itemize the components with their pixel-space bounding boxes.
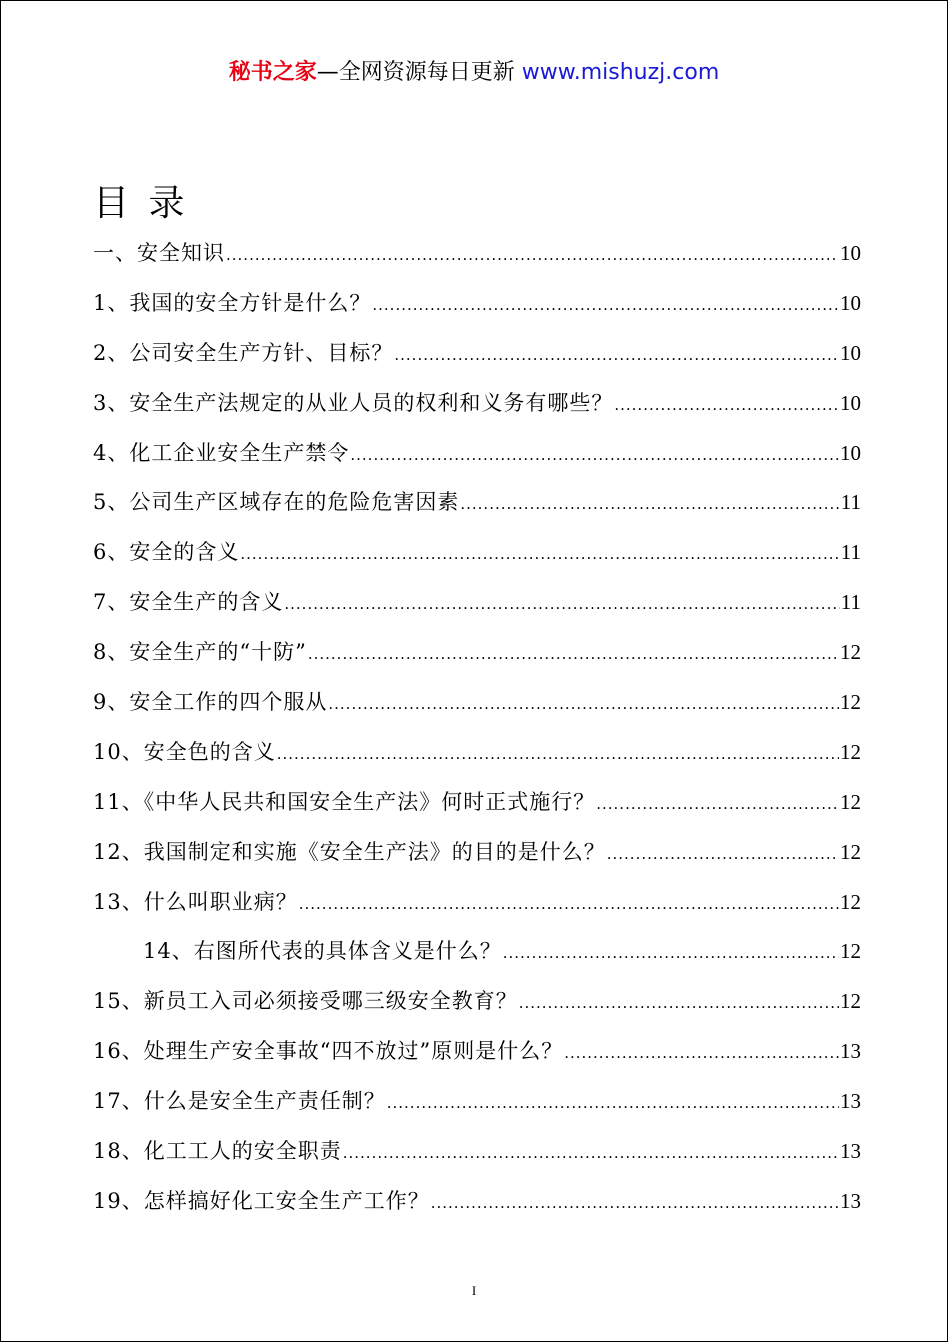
toc-leader-dots	[328, 684, 839, 724]
toc-entry-page: 10	[840, 440, 861, 465]
toc-entry[interactable]	[93, 433, 861, 483]
toc-leader-dots	[607, 834, 839, 874]
toc-entry-page: 11	[840, 590, 861, 615]
toc-entry-page: 12	[840, 739, 861, 764]
toc-entry-title: 3、安全生产法规定的从业人员的权利和义务有哪些？	[93, 390, 614, 415]
toc-entry-title: 5、公司生产区域存在的危险危害因素	[93, 490, 460, 515]
toc-entry[interactable]	[93, 1181, 861, 1231]
toc-entry[interactable]	[93, 233, 861, 283]
toc-entry-title: 4、化工企业安全生产禁令	[93, 440, 350, 465]
toc-entry-page: 10	[840, 290, 861, 315]
toc-entry-title: 一、安全知识	[93, 241, 225, 265]
toc-entry-title: 17、什么是安全生产责任制？	[93, 1089, 386, 1114]
toc-entry[interactable]	[93, 1081, 861, 1131]
toc-entry-page: 10	[840, 390, 861, 415]
toc-entry-page: 12	[840, 789, 861, 814]
toc-leader-dots	[284, 584, 839, 624]
toc-leader-dots	[614, 385, 839, 425]
toc-entry-title: 19、怎样搞好化工安全生产工作？	[93, 1188, 430, 1213]
toc-entry-title: 9、安全工作的四个服从	[93, 690, 328, 715]
toc-entry-title: 15、新员工入司必须接受哪三级安全教育？	[93, 989, 518, 1014]
toc-leader-dots	[308, 634, 839, 674]
toc-entry-page: 13	[840, 1188, 861, 1213]
toc-entry[interactable]	[93, 832, 861, 882]
toc-leader-dots	[350, 435, 839, 475]
toc-entry[interactable]	[93, 532, 861, 582]
toc-entry-page: 12	[840, 889, 861, 914]
toc-entry-title: 11、《中华人民共和国安全生产法》何时正式施行？	[93, 789, 596, 814]
toc-leader-dots	[460, 484, 839, 524]
toc-entry-title: 16、处理生产安全事故“四不放过”原则是什么？	[93, 1039, 564, 1064]
toc-entry[interactable]	[93, 283, 861, 333]
toc-entry-title: 18、化工工人的安全职责	[93, 1139, 342, 1164]
toc-entry-title: 8、安全生产的“十防”	[93, 640, 307, 665]
toc-entry[interactable]	[93, 682, 861, 732]
toc-entry-page: 12	[840, 939, 861, 964]
toc-entry-page: 10	[840, 241, 861, 265]
toc-entry-page: 10	[840, 340, 861, 365]
toc-entry[interactable]	[93, 1031, 861, 1081]
site-url[interactable]: www.mishuzj.com	[514, 60, 720, 85]
toc-leader-dots	[564, 1033, 839, 1073]
toc-leader-dots	[431, 1183, 839, 1223]
toc-entry[interactable]	[93, 732, 861, 782]
toc-entry-page: 11	[840, 490, 861, 515]
header-tagline: —全网资源每日更新	[316, 60, 515, 85]
toc-entry[interactable]	[93, 981, 861, 1031]
toc-entry-title: 7、安全生产的含义	[93, 590, 284, 615]
toc-entry-page: 11	[840, 540, 861, 565]
toc-leader-dots	[240, 534, 839, 574]
toc-entry[interactable]	[93, 931, 861, 981]
toc-leader-dots	[343, 1133, 839, 1173]
toc-entry[interactable]	[93, 882, 861, 932]
toc-entry-title: 12、我国制定和实施《安全生产法》的目的是什么？	[93, 839, 606, 864]
toc-leader-dots	[372, 285, 839, 325]
toc-entry-page: 12	[840, 640, 861, 665]
toc-entry-title: 14、右图所代表的具体含义是什么？	[143, 939, 502, 964]
toc-entry-title: 2、公司安全生产方针、目标？	[93, 340, 394, 365]
toc-entry[interactable]	[93, 632, 861, 682]
toc-entry-page: 13	[840, 1139, 861, 1164]
toc-entry[interactable]	[93, 383, 861, 433]
toc-title: 目 录	[93, 183, 189, 224]
table-of-contents	[93, 233, 861, 1231]
toc-entry-page: 12	[840, 690, 861, 715]
toc-entry-title: 1、我国的安全方针是什么？	[93, 290, 372, 315]
page-header	[1, 59, 947, 87]
toc-entry[interactable]	[93, 1131, 861, 1181]
toc-entry-title: 13、什么叫职业病？	[93, 889, 298, 914]
toc-entry-page: 12	[840, 989, 861, 1014]
toc-entry-title: 6、安全的含义	[93, 540, 240, 565]
toc-leader-dots	[519, 983, 839, 1023]
toc-leader-dots	[596, 784, 839, 824]
toc-entry-page: 12	[840, 839, 861, 864]
toc-entry[interactable]	[93, 582, 861, 632]
toc-leader-dots	[394, 335, 839, 375]
toc-entry[interactable]	[93, 482, 861, 532]
toc-leader-dots	[299, 884, 839, 924]
page-number: I	[471, 1283, 477, 1298]
toc-entry-page: 13	[840, 1039, 861, 1064]
toc-entry[interactable]	[93, 333, 861, 383]
toc-leader-dots	[503, 933, 839, 973]
brand-name: 秘书之家	[228, 60, 317, 85]
toc-leader-dots	[387, 1083, 839, 1123]
toc-entry-title: 10、安全色的含义	[93, 739, 276, 764]
toc-entry-page: 13	[840, 1089, 861, 1114]
toc-leader-dots	[226, 235, 839, 275]
toc-leader-dots	[277, 734, 839, 774]
toc-entry[interactable]	[93, 782, 861, 832]
